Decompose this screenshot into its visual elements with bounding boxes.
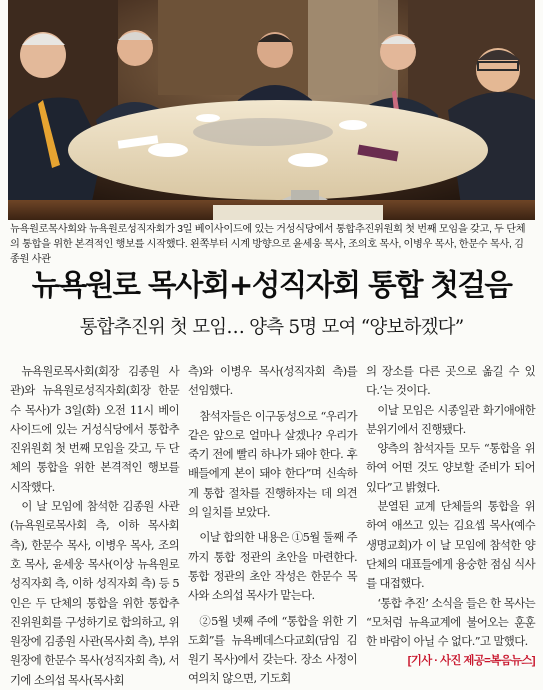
article-credit: [기사 · 사진 제공=복음뉴스] [407, 655, 535, 668]
article-column-3 [366, 362, 535, 670]
paragraph: 측)와 이병우 목사(성직자회 측)를 선임했다. [188, 364, 357, 398]
article-column-2 [188, 362, 357, 686]
article-subhead: 통합추진위 첫 모임… 양측 5명 모여 “양보하겠다” [79, 317, 464, 338]
article-column-1 [10, 362, 179, 687]
news-photo [8, 0, 535, 220]
paragraph: 양측의 참석자들 모두 “통합을 위하여 어떤 것도 양보할 준비가 되어 있다”고 밝혔다. [366, 441, 535, 494]
article-body [10, 362, 536, 687]
credit-line [366, 651, 535, 671]
photo-caption: 뉴욕원로목사회와 뉴욕원로성직자회가 3일 베이사이드에 있는 거성식당에서 통합추진위원회 첫 번째 모임을 갖고, 두 단체의 통합을 위한 본격적인 행보를 시작했다. 왼쪽부터 시계 방향으로 윤세웅 목사, 조의호 목사, 이병우 목사, 한문수 목사, 김종원 사관 [10, 224, 526, 265]
paragraph: 참석자들은 이구동성으로 “우리가 같은 앞으로 얼마나 살겠나? 우리가 죽기 전에 빨리 하나가 돼야 한다. 후배들에게 본이 돼야 한다”며 신속하게 통합 절차를 진행하자는 데 의견의 일치를 보았다. [188, 408, 357, 520]
paragraph: 분열된 교계 단체들의 통합을 위하여 애쓰고 있는 김요셉 목사(예수생명교회)가 이 날 모임에 참석한 양 단체의 대표들에게 융숭한 점심 식사를 대접했다. [366, 499, 535, 591]
paragraph: 의 장소를 다른 곳으로 옮길 수 있다.’는 것이다. [366, 364, 535, 398]
paragraph: 이 날 모임에 참석한 김종원 사관(뉴욕원로목사회 측, 이하 목사회 측), 한문수 목사, 이병우 목사, 조의호 목사, 윤세웅 목사(이상 뉴욕원로성직자회 측, 이하 성직자회 측) 등 5인은 두 단체의 통합을 위한 통합추진위원회를 구성하기로 합의하고, 위원장에 김종원 사관(목사회 측), 부위원장에 한문수 목사(성직자회 측), 서기에 소의섭 목사(목사회 [10, 499, 179, 687]
paragraph: 이날 합의한 내용은 ①5월 둘째 주까지 통합 정관의 초안을 마련한다. 통합 정관의 초안 작성은 한문수 목사와 소의섭 목사가 맡는다. [188, 530, 357, 603]
paragraph: 뉴욕원로목사회(회장 김종원 사관)와 뉴욕원로성직자회(회장 한문수 목사)가 3일(화) 오전 11시 베이사이드에 있는 거성식당에서 통합추진위원회 첫 번째 모임을 갖고, 두 단체의 통합을 위한 본격적인 행보를 시작했다. [10, 364, 179, 494]
meeting-photo-illustration [8, 0, 535, 220]
paragraph: ‘통합 추진’ 소식을 들은 한 목사는 “모처럼 뉴욕교계에 불어오는 훈훈한 바람이 아닐 수 없다.”고 말했다. [366, 595, 535, 649]
paragraph: ②5월 넷째 주에 “통합을 위한 기도회”를 뉴욕베데스다교회(담임 김원기 목사)에서 갖는다. 장소 사정이 여의치 않으면, 기도회 [188, 613, 357, 686]
paragraph: 이날 모임은 시종일관 화기애애한 분위기에서 진행됐다. [366, 402, 535, 436]
article-headline: 뉴욕원로 목사회+성직자회 통합 첫걸음 [31, 268, 512, 302]
